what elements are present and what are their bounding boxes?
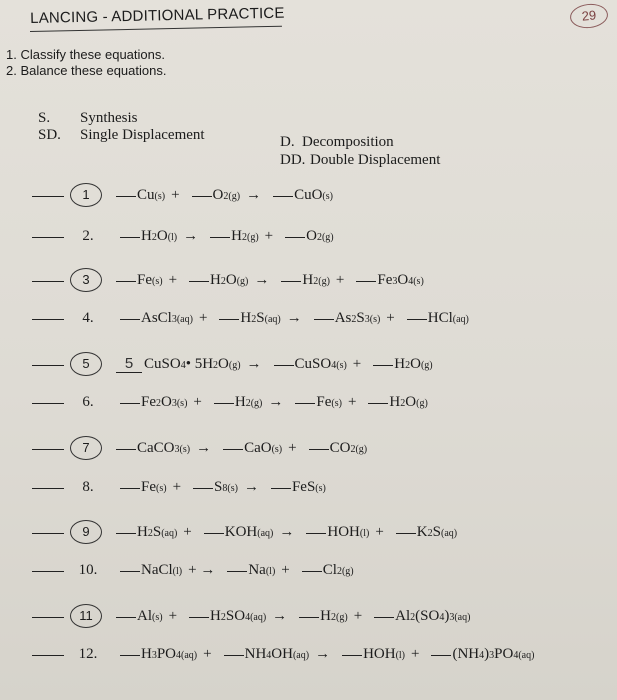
equation-row bbox=[32, 183, 333, 207]
chemical-formula: H 2 (g) bbox=[234, 394, 263, 410]
key-single-displacement-label: Single Displacement bbox=[80, 127, 205, 143]
chemical-formula: CaCO 3 (s) bbox=[137, 440, 191, 456]
plus-sign: + bbox=[352, 356, 362, 372]
chemical-formula: H 2 O (l) bbox=[141, 228, 178, 244]
key-single-displacement-code: SD. bbox=[38, 127, 61, 143]
instruction-2: 2. Balance these equations. bbox=[6, 63, 167, 78]
chemical-formula: H 2 (g) bbox=[231, 228, 259, 244]
classification-blank[interactable] bbox=[32, 281, 64, 282]
coefficient-blank[interactable] bbox=[214, 403, 234, 404]
coefficient-blank[interactable] bbox=[120, 655, 140, 656]
plus-sign: + bbox=[171, 187, 180, 203]
coefficient-blank[interactable] bbox=[224, 655, 244, 656]
classification-blank[interactable] bbox=[32, 533, 64, 534]
key-synthesis-label: Synthesis bbox=[80, 110, 138, 126]
chemical-formula: CuO (s) bbox=[294, 187, 333, 203]
chemical-formula: H 2 (g) bbox=[302, 272, 330, 288]
yields-arrow: → bbox=[183, 228, 199, 244]
classification-blank[interactable] bbox=[32, 488, 64, 489]
chemical-formula: H 2 (g) bbox=[320, 608, 348, 624]
plus-sign: + bbox=[193, 394, 202, 410]
chemical-formula: NaCl (l) bbox=[141, 562, 183, 578]
circled-equation-number: 11 bbox=[70, 604, 102, 628]
classification-blank[interactable] bbox=[32, 655, 64, 656]
chemical-formula: Fe 2 O 3 (s) bbox=[141, 394, 188, 410]
chemical-formula: HOH (l) bbox=[327, 524, 370, 540]
equation-number: 2. bbox=[82, 228, 94, 244]
chemical-formula: As 2 S 3 (s) bbox=[334, 310, 381, 326]
coefficient-blank[interactable] bbox=[285, 237, 305, 238]
equation-number: 10. bbox=[78, 562, 98, 578]
coefficient-blank[interactable] bbox=[120, 571, 140, 572]
chemical-formula: O 2 (g) bbox=[306, 228, 334, 244]
chemical-formula: CuSO 4 (s) bbox=[294, 356, 347, 372]
coefficient-blank[interactable] bbox=[227, 571, 247, 572]
equation-number: 12. bbox=[78, 646, 98, 662]
chemical-formula: KOH (aq) bbox=[224, 524, 274, 540]
yields-arrow: → bbox=[279, 524, 295, 540]
coefficient-blank[interactable] bbox=[116, 449, 136, 450]
equation-row bbox=[32, 604, 470, 628]
yields-arrow: + → bbox=[188, 562, 216, 578]
equation-row bbox=[32, 228, 334, 245]
chemical-formula: H 2 S (aq) bbox=[137, 524, 178, 540]
classification-blank[interactable] bbox=[32, 449, 64, 450]
yields-arrow: → bbox=[196, 440, 212, 456]
chemical-formula: H 2 O (g) bbox=[389, 394, 428, 410]
coefficient-blank[interactable] bbox=[120, 237, 140, 238]
chemical-formula: Al 2 (SO 4 ) 3 (aq) bbox=[395, 608, 471, 624]
key-synthesis-code: S. bbox=[38, 110, 51, 126]
chemical-formula: Cu (s) bbox=[137, 187, 166, 203]
coefficient-blank[interactable] bbox=[116, 533, 136, 534]
key-decomposition-code: D. bbox=[280, 134, 295, 150]
circled-equation-number: 3 bbox=[70, 268, 102, 292]
yields-arrow: → bbox=[268, 394, 284, 410]
coefficient-blank[interactable] bbox=[210, 237, 230, 238]
coefficient-blank[interactable] bbox=[281, 281, 301, 282]
yields-arrow: → bbox=[286, 310, 302, 326]
coefficient-blank[interactable] bbox=[295, 403, 315, 404]
equation-number: 6. bbox=[82, 394, 94, 410]
chemical-formula: S 8 (s) bbox=[214, 479, 238, 495]
key-double-displacement-code: DD. bbox=[280, 152, 306, 168]
plus-sign: + bbox=[281, 562, 290, 578]
coefficient-blank[interactable] bbox=[314, 319, 334, 320]
chemical-formula: Fe (s) bbox=[137, 272, 163, 288]
classification-blank[interactable] bbox=[32, 237, 64, 238]
chemical-formula: (NH 4 ) 3 PO 4 (aq) bbox=[452, 646, 535, 662]
instruction-1: 1. Classify these equations. bbox=[6, 47, 165, 62]
plus-sign: + bbox=[264, 228, 274, 244]
yields-arrow: → bbox=[315, 646, 331, 662]
plus-sign: + bbox=[198, 310, 208, 326]
coefficient-blank[interactable] bbox=[120, 488, 140, 489]
chemical-formula: O 2 (g) bbox=[212, 187, 241, 203]
coefficient-blank[interactable] bbox=[116, 196, 136, 197]
coefficient-blank[interactable] bbox=[356, 281, 376, 282]
coefficient-blank[interactable] bbox=[274, 365, 294, 366]
circled-equation-number: 7 bbox=[70, 436, 102, 460]
plus-sign: + bbox=[353, 608, 363, 624]
chemical-formula: Na (l) bbox=[248, 562, 276, 578]
equation-number: 8. bbox=[82, 479, 94, 495]
coefficient-blank[interactable]: 5 bbox=[116, 355, 142, 373]
chemical-formula: HOH (l) bbox=[363, 646, 406, 662]
yields-arrow: → bbox=[246, 187, 262, 203]
page-title: LANCING - ADDITIONAL PRACTICE bbox=[30, 4, 285, 27]
plus-sign: + bbox=[335, 272, 345, 288]
coefficient-blank[interactable] bbox=[204, 533, 224, 534]
coefficient-blank[interactable] bbox=[193, 488, 213, 489]
equation-row bbox=[32, 562, 354, 579]
coefficient-blank[interactable] bbox=[116, 281, 136, 282]
plus-sign: + bbox=[168, 608, 178, 624]
chemical-formula: CuSO 4 • 5H 2 O (g) bbox=[144, 356, 241, 372]
circled-equation-number: 5 bbox=[70, 352, 102, 376]
chemical-formula: Fe (s) bbox=[141, 479, 167, 495]
coefficient-blank[interactable] bbox=[407, 319, 427, 320]
equation-row bbox=[32, 646, 534, 663]
equation-row bbox=[32, 436, 367, 460]
classification-blank[interactable] bbox=[32, 403, 64, 404]
equation-row bbox=[32, 520, 457, 544]
circled-equation-number: 9 bbox=[70, 520, 102, 544]
coefficient-blank[interactable] bbox=[271, 488, 291, 489]
page-number-badge: 29 bbox=[569, 2, 609, 30]
chemical-formula: CO 2 (g) bbox=[329, 440, 368, 456]
plus-sign: + bbox=[288, 440, 297, 456]
coefficient-blank[interactable] bbox=[116, 617, 136, 618]
equation-number: 4. bbox=[82, 310, 94, 326]
classification-blank[interactable] bbox=[32, 196, 64, 197]
coefficient-blank[interactable] bbox=[189, 281, 209, 282]
chemical-formula: K 2 S (aq) bbox=[416, 524, 458, 540]
chemical-formula: H 3 PO 4 (aq) bbox=[141, 646, 198, 662]
yields-arrow: → bbox=[254, 272, 270, 288]
plus-sign: + bbox=[203, 646, 212, 662]
chemical-formula: NH 4 OH (aq) bbox=[244, 646, 310, 662]
plus-sign: + bbox=[183, 524, 192, 540]
coefficient-blank[interactable] bbox=[223, 449, 243, 450]
key-decomposition-label: Decomposition bbox=[302, 134, 394, 150]
equation-row bbox=[32, 352, 433, 376]
chemical-formula: AsCl 3 (aq) bbox=[141, 310, 193, 326]
coefficient-blank[interactable] bbox=[368, 403, 388, 404]
title-underline bbox=[30, 26, 282, 32]
coefficient-blank[interactable] bbox=[431, 655, 451, 656]
coefficient-blank[interactable] bbox=[273, 196, 293, 197]
key-double-displacement-label: Double Displacement bbox=[310, 152, 441, 168]
coefficient-blank[interactable] bbox=[299, 617, 319, 618]
plus-sign: + bbox=[375, 524, 384, 540]
chemical-formula: H 2 O (g) bbox=[210, 272, 249, 288]
chemical-formula: H 2 S (aq) bbox=[240, 310, 281, 326]
equation-row bbox=[32, 268, 424, 292]
chemical-formula: Fe 3 O 4 (s) bbox=[377, 272, 424, 288]
coefficient-blank[interactable] bbox=[189, 617, 209, 618]
coefficient-blank[interactable] bbox=[309, 449, 329, 450]
coefficient-blank[interactable] bbox=[120, 403, 140, 404]
circled-equation-number: 1 bbox=[70, 183, 102, 207]
chemical-formula: H 2 SO 4 (aq) bbox=[210, 608, 267, 624]
yields-arrow: → bbox=[272, 608, 288, 624]
equation-row bbox=[32, 310, 469, 327]
plus-sign: + bbox=[172, 479, 182, 495]
classification-blank[interactable] bbox=[32, 319, 64, 320]
classification-blank[interactable] bbox=[32, 617, 64, 618]
chemical-formula: HCl (aq) bbox=[427, 310, 469, 326]
yields-arrow: → bbox=[243, 479, 259, 495]
chemical-formula: Al (s) bbox=[137, 608, 163, 624]
coefficient-blank[interactable] bbox=[120, 319, 140, 320]
coefficient-blank[interactable] bbox=[302, 571, 322, 572]
coefficient-blank[interactable] bbox=[192, 196, 212, 197]
yields-arrow: → bbox=[246, 356, 262, 372]
equation-row bbox=[32, 394, 428, 411]
classification-blank[interactable] bbox=[32, 571, 64, 572]
coefficient-blank[interactable] bbox=[306, 533, 326, 534]
coefficient-blank[interactable] bbox=[373, 365, 393, 366]
plus-sign: + bbox=[386, 310, 395, 326]
plus-sign: + bbox=[347, 394, 357, 410]
plus-sign: + bbox=[411, 646, 420, 662]
chemical-formula: FeS (s) bbox=[291, 479, 326, 495]
coefficient-blank[interactable] bbox=[342, 655, 362, 656]
coefficient-blank[interactable] bbox=[396, 533, 416, 534]
chemical-formula: Fe (s) bbox=[316, 394, 342, 410]
chemical-formula: H 2 O (g) bbox=[394, 356, 433, 372]
chemical-formula: CaO (s) bbox=[244, 440, 283, 456]
coefficient-blank[interactable] bbox=[374, 617, 394, 618]
classification-blank[interactable] bbox=[32, 365, 64, 366]
equation-row bbox=[32, 479, 326, 496]
chemical-formula: Cl 2 (g) bbox=[322, 562, 354, 578]
plus-sign: + bbox=[168, 272, 178, 288]
coefficient-blank[interactable] bbox=[219, 319, 239, 320]
